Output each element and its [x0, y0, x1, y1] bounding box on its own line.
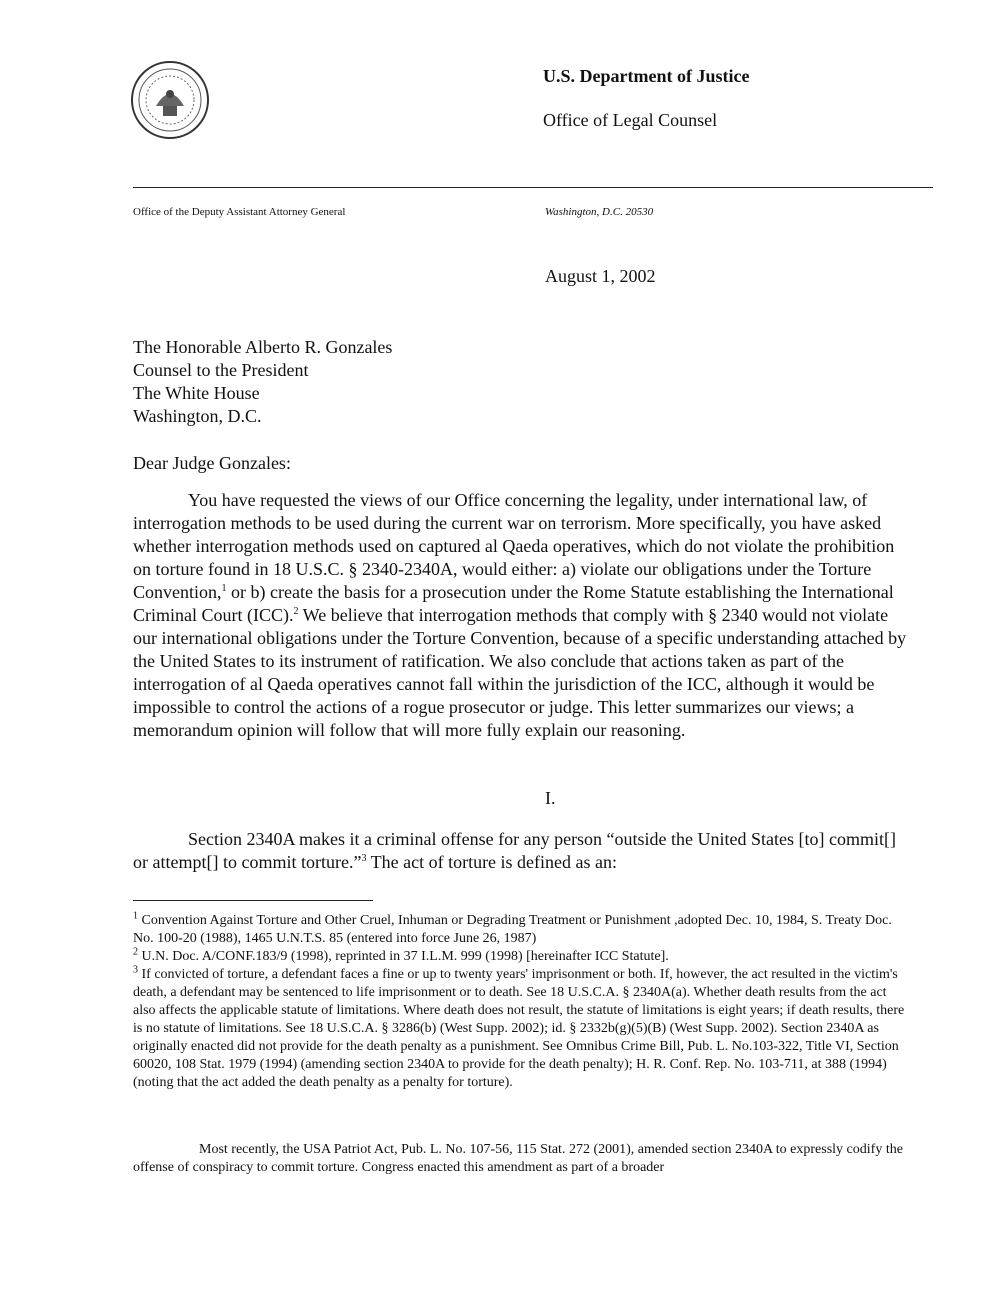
addressee-line: Counsel to the President	[133, 360, 309, 380]
footnote	[133, 948, 908, 966]
footnote	[133, 912, 908, 948]
footnote	[133, 966, 908, 1092]
letter-date: August 1, 2002	[545, 266, 656, 286]
header-divider	[133, 187, 933, 188]
body-paragraph-1	[133, 489, 908, 742]
office-location: Washington, D.C. 20530	[545, 206, 654, 218]
section-heading: I.	[545, 788, 556, 808]
footnote-text: If convicted of torture, a defendant faces a fine or up to twenty years' imprisonment or both. If, however, the act resulted in the victim's death, a defendant may be sentenced to life imprisonment or to death. See 18 U.S.C.A. § 2340A(a). Whether death results from the act also affects the applicable statute of limitations. Where death does not result, the statute of limitations is eight years; if death results, there is no statute of limitations. See 18 U.S.C.A. § 3286(b) (West Supp. 2002); id. § 2332b(g)(5)(B) (West Supp. 2002). Section 2340A as originally enacted did not provide for the death penalty as a punishment. See Omnibus Crime Bill, Pub. L. No.103-322, Title VI, Section 60020, 108 Stat. 1979 (1994) (amending section 2340A to provide for the death penalty); H. R. Conf. Rep. No. 103-711, at 388 (1994) (noting that the act added the death penalty as a penalty for torture).	[133, 967, 905, 1090]
footnote-ref: 2	[293, 606, 299, 617]
footnote-divider	[133, 900, 373, 901]
paragraph-text: or b) create the basis for a prosecution under the Rome Statute establishing the International Criminal Court (ICC).	[133, 582, 894, 625]
paragraph-text: We believe that interrogation methods that comply with § 2340 would not violate our international obligations under the Torture Convention, because of a specific understanding attached by the United States to its instrument of ratification. We also conclude that actions taken as part of the interrogation of al Qaeda operatives cannot fall within the jurisdiction of the ICC, although it would be impossible to control the actions of a rogue prosecutor or judge. This letter summarizes our views; a memorandum opinion will follow that will more fully explain our reasoning.	[133, 605, 907, 740]
footnote-text: U.N. Doc. A/CONF.183/9 (1998), reprinted in 37 I.L.M. 999 (1998) [hereinafter ICC Statute].	[138, 949, 669, 964]
footnote-number: 1	[133, 910, 138, 922]
department-name: U.S. Department of Justice	[543, 66, 750, 86]
footnote-number: 3	[133, 964, 138, 976]
addressee-line: The Honorable Alberto R. Gonzales	[133, 337, 393, 357]
footnote-number: 2	[133, 946, 138, 958]
paragraph-text: Section 2340A makes it a criminal offense for any person “outside the United States [to] commit[] or attempt[] to commit torture.”	[133, 829, 896, 872]
footnote-continuation: Most recently, the USA Patriot Act, Pub. L. No. 107-56, 115 Stat. 272 (2001), amended section 2340A to expressly codify the offense of conspiracy to commit torture. Congress enacted this amendment as part of a broader	[133, 1142, 903, 1175]
paragraph-text: The act of torture is defined as an:	[366, 852, 618, 872]
addressee-block	[133, 336, 392, 428]
footnote-ref: 3	[361, 853, 367, 864]
addressee-line: Washington, D.C.	[133, 406, 262, 426]
office-name: Office of Legal Counsel	[543, 110, 718, 130]
body-paragraph-2	[133, 828, 908, 874]
footnote-text: Convention Against Torture and Other Cruel, Inhuman or Degrading Treatment or Punishment ,adopted Dec. 10, 1984, S. Treaty Doc. No. 100-20 (1988), 1465 U.N.T.S. 85 (entered into force June 26, 1987)	[133, 913, 892, 946]
paragraph-text: You have requested the views of our Office concerning the legality, under international law, of interrogation methods to be used during the current war on terrorism. More specifically, you have asked whether interrogation methods used on captured al Qaeda operatives, which do not violate the prohibition on torture found in 18 U.S.C. § 2340-2340A, would either: a) violate our obligations under the Torture Convention,	[133, 490, 895, 602]
doj-seal-icon	[130, 60, 210, 140]
addressee-line: The White House	[133, 383, 260, 403]
salutation: Dear Judge Gonzales:	[133, 453, 291, 473]
footnote-ref: 1	[221, 583, 227, 594]
sub-office-name: Office of the Deputy Assistant Attorney General	[133, 206, 346, 218]
footnotes	[133, 912, 908, 1092]
